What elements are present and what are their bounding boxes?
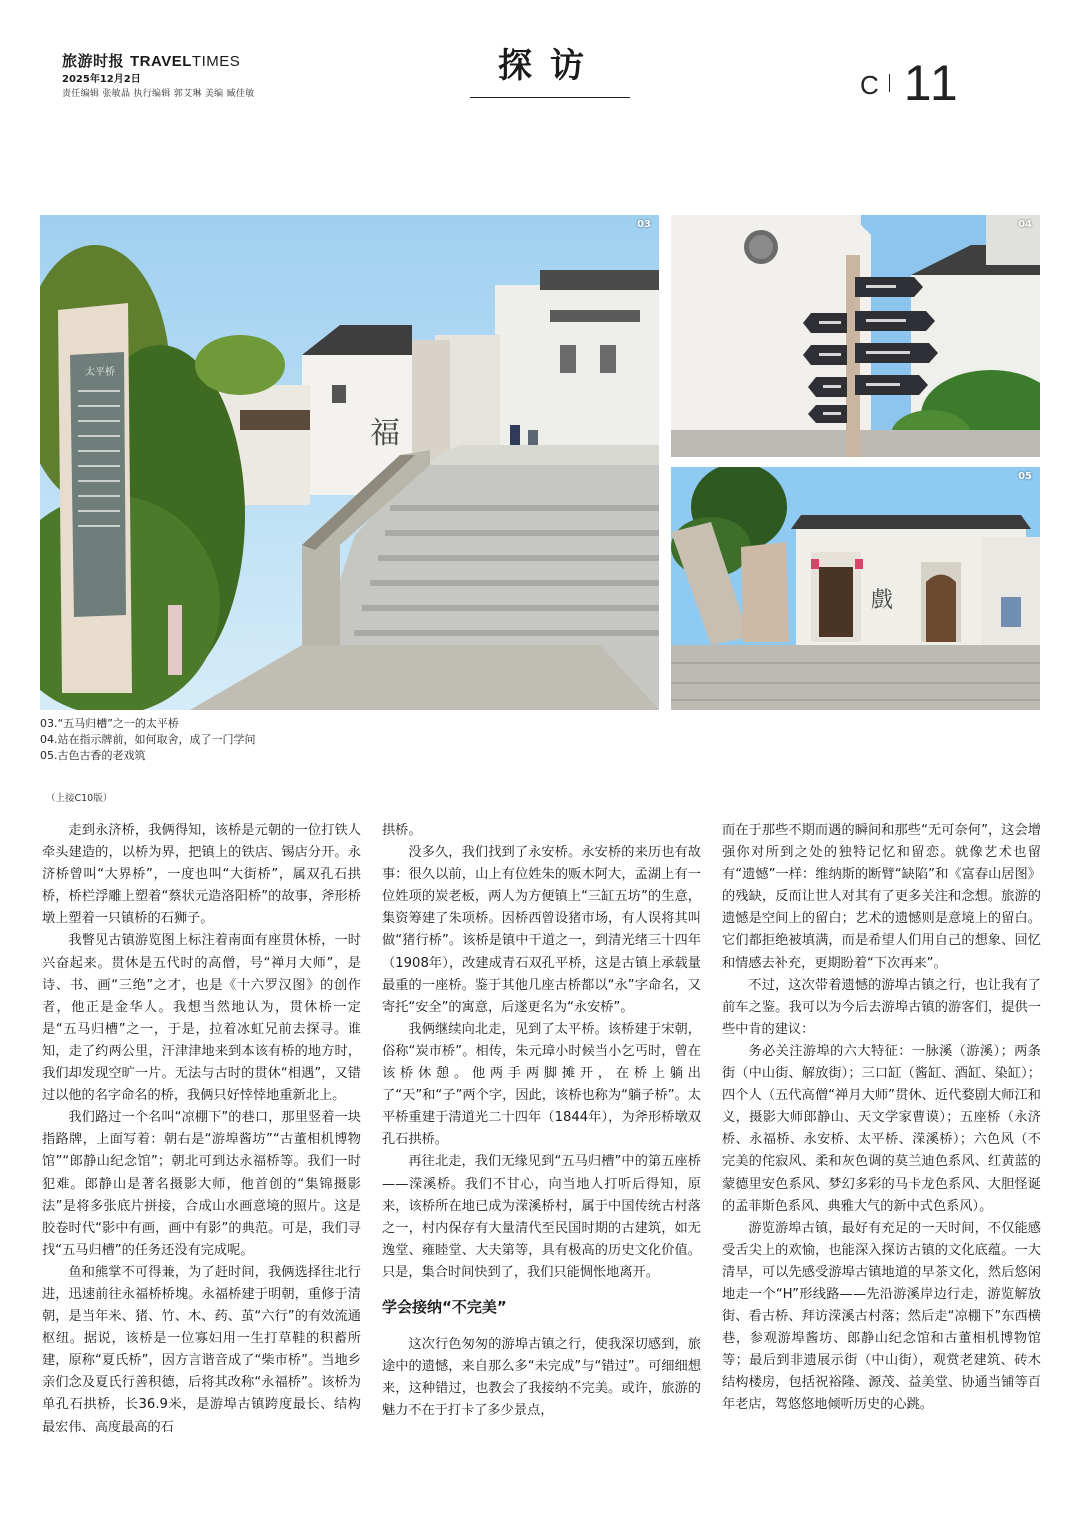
page-number-divider <box>889 74 890 92</box>
brand-en <box>130 53 240 70</box>
paragraph: 鱼和熊掌不可得兼，为了赶时间，我俩选择往北行进，迅速前往永福桥桥塊。永福桥建于明朝，重修于清朝，是当年米、猪、竹、木、药、茧“六行”的有效流通枢纽。据说，该桥是一位寡妇用一生打草鞋的积蓄所建，原称“夏氏桥”，因方言谐音成了“柴市桥”。当地乡亲们念及夏氏行善积德，后将其改称“永福桥”。该桥为单孔石拱桥，长36.9米，是游埠古镇跨度最长、结构最宏伟、高度最高的石 <box>42 1264 361 1435</box>
photo-05-theater <box>671 467 1040 710</box>
text-column-2 <box>382 820 701 1422</box>
section-letter: C <box>860 70 879 100</box>
photo-04-tag: 04 <box>1018 219 1032 230</box>
editor-credits: 责任编辑 张敏晶 执行编辑 郭艾琳 美编 臧佳敏 <box>62 89 255 99</box>
paragraph: 这次行色匆匆的游埠古镇之行，使我深切感到，旅途中的遗憾，来自那么多“未完成”与“错过”。可细细想来，这种错过，也教会了我接纳不完美。或许，旅游的魅力不在于打卡了多少景点， <box>382 1337 701 1419</box>
paragraph: 我俩继续向北走，见到了太平桥。该桥建于宋朝，俗称“炭市桥”。相传，朱元璋小时候当小乞丐时，曾在该桥休憩。他两手两脚摊开，在桥上躺出了“天”和“子”两个字，因此，该桥也称为“躺子桥”。太平桥重建于清道光二十四年（1844年），为斧形桥墩双孔石拱桥。 <box>382 1021 701 1148</box>
section-underline <box>470 97 630 98</box>
photo-captions <box>40 716 256 764</box>
signpost-photo <box>671 215 1040 457</box>
brand-en-light: TIMES <box>191 53 241 70</box>
paragraph: 再往北走，我们无缘见到“五马归槽”中的第五座桥——溁溪桥。我们不甘心，向当地人打听后得知，原来，该桥所在地已成为溁溪桥村，属于中国传统古村落之一，村内保存有大量清代至民国时期的古建筑，如无逸堂、雍睦堂、大夫第等，具有极高的历史文化价值。只是，集合时间快到了，我们只能惆怅地离开。 <box>382 1154 701 1280</box>
stone-bridge-photo <box>40 215 659 710</box>
photo-05-tag: 05 <box>1018 471 1032 482</box>
photo-03-tag: 03 <box>637 219 651 230</box>
paragraph: 我们路过一个名叫“凉棚下”的巷口，那里竖着一块指路牌，上面写着：朝右是“游埠酱坊”“古董相机博物馆”“郎静山纪念馆”；朝北可到达永福桥等。我们一时犯难。郎静山是著名摄影大师，他首创的“集锦摄影法”是将多张底片拼接，合成山水画意境的照片。这是胶卷时代“影中有画，画中有影”的典范。可是，我们寻找“五马归槽”的任务还没有完成呢。 <box>42 1110 361 1258</box>
page-number <box>860 48 960 111</box>
photo-04-signpost <box>671 215 1040 457</box>
continued-note: （上接C10版） <box>46 793 113 804</box>
old-theater-photo <box>671 467 1040 710</box>
subheading: 学会接纳“不完美” <box>382 1297 507 1316</box>
page-number-value: 11 <box>903 55 960 111</box>
masthead-brand <box>62 50 240 71</box>
info-board-title: 太平桥 <box>85 367 115 378</box>
paragraph-continued: 而在于那些不期而遇的瞬间和那些“无可奈何”，这会增强你对所到之处的独特记忆和留恋。就像艺术也留有“遗憾”一样：维纳斯的断臂“缺陷”和《富春山居图》的残缺，反而让世人对其有了更多关注和念想。旅游的遗憾是空间上的留白；艺术的遗憾则是意境上的留白。它们都拒绝被填满，而是希望人们用自己的想象、回忆和情感去补充，更期盼着“下次再来”。 <box>722 823 1041 971</box>
paragraph-continued: 拱桥。 <box>382 823 422 838</box>
photo-03-bridge <box>40 215 659 710</box>
paragraph: 没多久，我们找到了永安桥。永安桥的来历也有故事：很久以前，山上有位姓朱的贩木阿大，孟湖上有一位姓项的炭老板，两人为方便镇上“三缸五坊”的生意，集资筹建了朱项桥。因桥西曾设猪市场，有人误将其叫做“猪行桥”。该桥是镇中干道之一，到清光绪三十四年（1908年），改建成青石双孔平桥，这是古镇上承载量最重的一座桥。鉴于其他几座古桥都以“永”字命名，又寄托“安全”的寓意，后遂更名为“永安桥”。 <box>382 845 701 1015</box>
sign-xi-text: 戲 <box>871 588 894 613</box>
paragraph: 不过，这次带着遗憾的游埠古镇之行，也让我有了前车之鉴。我可以为今后去游埠古镇的游客们，提供一些中肯的建议： <box>722 977 1041 1037</box>
caption-03: 03.“五马归槽”之一的太平桥 <box>40 717 179 730</box>
brand-en-bold: TRAVEL <box>130 53 192 70</box>
paragraph: 务必关注游埠的六大特征：一脉溪（游溪）；两条街（中山街、解放街）；三口缸（酱缸、酒缸、染缸）；四个人（五代高僧“禅月大师”贯休、近代婺剧大师江和义，摄影大师郎静山、天文学家曹谟）；五座桥（永济桥、永福桥、永安桥、太平桥、溁溪桥）；六色风（不完美的侘寂风、柔和灰色调的莫兰迪色系风、红黄蓝的蒙德里安色系风、梦幻多彩的马卡龙色系风、大胆怪诞的孟菲斯色系风、典雅大气的新中式色系风）。 <box>722 1043 1041 1214</box>
brand-cn: 旅游时报 <box>62 52 125 70</box>
paragraph: 走到永济桥，我俩得知，该桥是元朝的一位打铁人牵头建造的，以桥为界，把镇上的铁店、锡店分开。永济桥曾叫“大界桥”，一度也叫“大街桥”，属双孔石拱桥，桥栏浮雕上塑着“蔡状元造洛阳桥”的故事，斧形桥墩上塑着一只镇桥的石狮子。 <box>42 823 361 927</box>
paragraph: 我瞥见古镇游览图上标注着南面有座贯休桥，一时兴奋起来。贯休是五代时的高僧，号“禅月大师”，是诗、书、画“三绝”之才，也是《十六罗汉图》的创作者，他正是金华人。我想当然地认为，贯休桥一定是“五马归槽”之一，于是，拉着冰虹兄前去探寻。谁知，走了约两公里，汗津津地来到本该有桥的地方时，我们却发现空旷一片。无法与古时的贯休“相遇”，又错过以他的名字命名的桥，我俩只好悻悻地重新北上。 <box>42 933 361 1104</box>
section-title: 探访 <box>498 46 602 86</box>
caption-04: 04.站在指示牌前，如何取舍，成了一门学问 <box>40 733 256 746</box>
issue-date: 2025年12月2日 <box>62 74 141 85</box>
text-column-3 <box>722 820 1041 1417</box>
caption-05: 05.古色古香的老戏筑 <box>40 749 146 762</box>
paragraph: 游览游埠古镇，最好有充足的一天时间，不仅能感受舌尖上的欢愉，也能深入探访古镇的文化底蕴。一大清早，可以先感受游埠古镇地道的早茶文化，然后悠闲地走一个“H”形线路——先沿游溪岸边行走，游览解放街、看古桥、拜访溁溪古村落；然后走“凉棚下”东西横巷，参观游埠酱坊、郎静山纪念馆和古董相机博物馆等；最后到非遗展示街（中山街），观赏老建筑、砖木结构楼房，包括祝裕隆、源茂、益美堂、协通当铺等百年老店，驾悠悠地倾听历史的心跳。 <box>722 1220 1041 1413</box>
text-column-1 <box>42 820 361 1439</box>
sign-fu-text: 福 <box>370 416 400 451</box>
